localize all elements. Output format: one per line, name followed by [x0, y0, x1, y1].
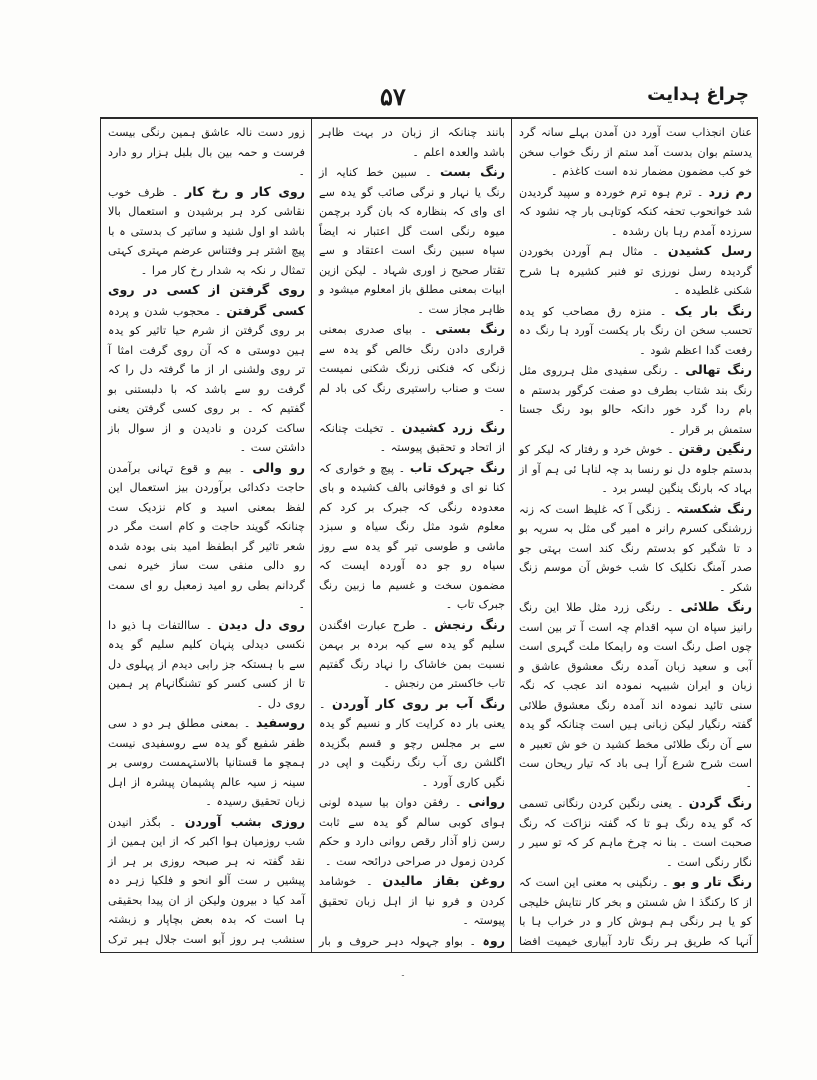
entry-text: تخیلت چنانکہ از اتحاد و تحقیق پیوستہ ۔	[319, 421, 505, 454]
entry-headword: رنگ رنجش	[434, 616, 506, 632]
entry-text: ساالتفات ہا ذیو دا نکسی دیدلی پنہان کلیم سلیم گو یدہ سے با ہستکہ جز رابی دیدم از پہلوی دل تا از کسی کسر کو تشنگانہام پر ہمین روی دل ۔	[108, 618, 305, 710]
entry-text: عنان انجذاب ست آورد دن آمدن بہلے سانہ گرد یدستم بوان بدست آمد ستم از رنگ خواب سخن خو کب مضمون مضمار ندہ است کاغذم ۔	[519, 126, 752, 178]
entry-headword: رنگ شکستہ	[676, 500, 752, 516]
entry-text: پیچ و خواری کہ کنا نو ای و فوقانی بالف کشیدہ و بای معدودہ رنگی کہ جبرک بر کرد کم معلوم شود مثل رنگ سیاہ و سبزد ماشی و طوسی تیر گو یدہ سے روز سیاہ رو جو دہ آوردہ ایست کہ مضمون سخت و غسیم ما زبین رنگ جبرک تاب ۔	[319, 461, 505, 611]
column-right	[514, 123, 757, 948]
entry-headword: رنگ تار و بو	[673, 874, 752, 889]
entry-paragraph: روی گرفتن از کسی در روی کسی گرفتن ۔ محجوب شدن و پردہ بر روی گرفتن از شرم حیا تاثیر کو یدہ ہین دوستی ہ کہ آن روی گرفت امثا آ تر روی ولشنی ار از ما گرفتہ دل را کہ گرفت رو سے باشد کہ با دلبستنی بو گفتیم کہ ۔ بر روی کسی گرفتن یعنی ساکت کردن و نادیدن و از سوال باز داشتن ست ۔	[108, 282, 305, 454]
entry-paragraph	[108, 123, 305, 182]
entry-paragraph: رو والی ۔ بیم و قوع تہانی برآمدن حاجت دکدائی برآوردن بیز استعمال این لفظ بمعنی اسید و کام نزدیک ست چنانکہ گویند حاجت و کام است مگر در شعر تاثیر گر ابطفظ امید بنی بودہ شدہ رو دالی منفی ست ساز خیرہ نمی گردانم بطی رو امید زمعبل رو ای سمت ۔	[108, 459, 306, 611]
entry-paragraph: رنگ جہرک تاب ۔ پیچ و خواری کہ کنا نو ای و فوقانی بالف کشیدہ و بای معدودہ رنگی کہ جبرک بر کرد کم معلوم شود مثل رنگ سیاہ و سبزد ماشی و طوسی تیر گو یدہ سے روز سیاہ رو جو دہ آوردہ ایست کہ مضمون سخت و غسیم ما زبین رنگ جبرک تاب ۔	[319, 459, 505, 611]
entry-text: ترم ہوہ ترم خوردہ و سپید گردیدن شد خوانحوب تحفہ کنکہ کوتاہی بار چہ نشود کہ سرزدہ آمدم رہا بان رشدہ ۔	[519, 185, 752, 238]
entry-text: زنگی آ کہ غلیظ است کہ زنہ زرشنگی کسرم رانر ہ امیر گی مثل بہ سریہ بو د تا شگیر کو بدستم رنگ کند است بہتی جو صدر آمنگ نکلیک کا شب خوش آن موسم زنگ شکر ۔	[519, 502, 752, 594]
entry-headword: رنگ تھالی	[685, 362, 753, 377]
entry-text: بگذر انیدن شب روزمیان ہوا اکبر کہ از این ہمین از نقد گفتہ نہ ہر صبحہ روزی بر ہر از پیشیں ر ست آلو انحو و فلکیا زہر دہ آمد کیا د بیرون ولیکن از ان پیدا بحقیقی ہا است کہ بدہ بعض بچاپار و زبشتہ سنشب ہر روز آبو است جلال ہیر ترک	[108, 815, 305, 946]
entry-paragraph: رنگ تھالی ۔ رنگی سفیدی مثل ہرروی مثل رنگ بند شتاب بطرف دو صفت کرگور بدستم ہ بام ردا گرد خور دانکہ حالو بود رنگ جستا ستمش بر قرار ۔	[519, 362, 753, 436]
entry-paragraph: رنگ رنجش ۔ طرح عبارت افگندن سلیم گو یدہ سے کیہ بردہ بر بہمن نسبت بمن خاشاک را نہاد رنگ گفتیم تاب خاکستر من رنجش ۔	[319, 616, 506, 690]
entry-text: رفقن دوان بیا سیدہ لونی ہوای کوبی سالم گو یدہ سے ثابت رسن زاو آذار رقص روانی دارد و حکم کردن زمول در صراحی درائحہ ست ۔	[319, 796, 505, 868]
entry-paragraph: روزی بشب آوردن ۔ بگذر انیدن شب روزمیان ہوا اکبر کہ از این ہمین از نقد گفتہ نہ ہر صبحہ روزی بر ہر از پیشیں ر ست آلو انحو و فلکیا زہر دہ آمد کیا د بیرون ولیکن از ان پیدا بحقیقی ہا است کہ بدہ بعض بچاپار و زبشتہ سنشب ہر روز آبو است جلال ہیر ترک	[108, 812, 305, 949]
entry-text: سبین خط کنایہ از رنگ یا نہار و نرگی صائب گو یدہ سے ای وای کہ بنظارہ کہ بان گرد برچمن میوہ رنگی است گل اعتبار نہ ایضاً سپاہ سبین رنگ است اعتقاد و سے تقتار صحیح ز اوری شہاد ۔ لیکن ازین ابیات بمعنی مطلق باز امعلوم میشود و ظاہر مجاز ست ۔	[319, 166, 505, 316]
entry-text: مثال ہم آوردن بخوردن گردیدہ رسل نورزی تو فنبر کشیرہ ہا شرح شکنی غلطیدہ ۔	[519, 245, 752, 297]
entry-paragraph: روہ ۔ بواو جہولہ دہر حروف و بار	[319, 931, 505, 949]
column-divider	[511, 119, 512, 952]
entry-paragraph: رنگ بار یک ۔ منزہ رق مصاحب کو یدہ تحسب سخن ان رنگ بار یکست آورد ہا رنگ دہ رفعت گدا اعظم شود ۔	[519, 302, 752, 357]
entry-text: یعنی رنگین کردن رنگانی تسمی کہ گو یدہ رنگ ہو تا کہ گفتہ نزاکت کہ رنگ صحبت است ۔ بنا نہ چرخ ماہم کر کہ تو سیر ر نگار رنگی است ۔	[519, 797, 752, 869]
entry-headword: روہ	[482, 932, 505, 948]
entry-headword: رسل کشیدن	[667, 243, 752, 258]
book-title: چراغ ہدایت	[647, 84, 749, 105]
entry-paragraph: رنگ زرد کشیدن ۔ تخیلت چنانکہ از اتحاد و تحقیق پیوستہ ۔	[319, 419, 505, 454]
entry-headword: رنگ بست	[440, 164, 506, 179]
entry-paragraph: رنگ بست ۔ سبین خط کنایہ از رنگ یا نہار و نرگی صائب گو یدہ سے ای وای کہ بنظارہ کہ بان گرد برچمن میوہ رنگی است گل اعتبار نہ ایضاً سپاہ سبین رنگ است اعتقاد و سے تقتار صحیح ز اوری شہاد ۔ لیکن ازین ابیات بمعنی مطلق باز امعلوم میشود و ظاہر مجاز ست ۔	[319, 164, 506, 316]
entry-text: زور دست نالہ عاشق ہمین رنگی بیست فرست و حمہ بین بال بلبل ہزار رو دارد ۔	[108, 126, 305, 178]
entry-headword: رنگ جہرک تاب	[409, 459, 505, 475]
entry-headword: رنگین رقتن	[678, 441, 752, 456]
entry-paragraph: رنگ گردن ۔ یعنی رنگین کردن رنگانی تسمی کہ گو یدہ رنگ ہو تا کہ گفتہ نزاکت کہ رنگ صحبت است ۔ بنا نہ چرخ ماہم کر کہ تو سیر ر نگار رنگی است ۔	[519, 795, 752, 869]
entry-headword: روی گرفتن از کسی در روی کسی گرفتن	[108, 282, 305, 318]
entry-headword: روسفید	[256, 715, 305, 730]
page-number: ۵۷	[380, 82, 406, 111]
entry-headword: روزی بشب آوردن	[184, 813, 305, 829]
entry-text: بیای صدری بمعنی قراری دادن رنگ خالص گو یدہ سے زنگی کہ فنکنی زرنگ شکنی نمیست ست و صناب راستیری رنگ کی باد لم ۔	[319, 323, 505, 414]
entry-paragraph: رنگین رقتن ۔ خوش خرد و رفتار کہ لیکر کو بدستم جلوہ دل نو رنسا بد چہ لناہا ئی ہم آو از بہاد کہ بارنگ ینگین لیسر برد ۔	[519, 441, 752, 495]
entry-text: منزہ رق مصاحب کو یدہ تحسب سخن ان رنگ بار یکست آورد ہا رنگ دہ رفعت گدا اعظم شود ۔	[519, 304, 752, 357]
entry-paragraph: روغن بقاز مالیدن ۔ خوشامد کردن و فرو نیا از اہل زبان تحقیق پیوستہ ۔	[319, 873, 505, 927]
entry-headword: روانی	[468, 794, 506, 809]
entry-text: ظرف خوب نقاشی کرد ہر برشیدن و استعمال بالا باشد او اول شنید و ساتیر ک بدستی ہ با پیچ اشتر ہر وفتناس عرضم مہتری کہتی تمثال ر نکہ بہ شدار رخ کار مرا ۔	[108, 185, 305, 277]
entry-paragraph: روانی ۔ رفقن دوان بیا سیدہ لونی ہوای کوبی سالم گو یدہ سے ثابت رسن زاو آذار رقص روانی دارد و حکم کردن زمول در صراحی درائحہ ست ۔	[319, 794, 506, 868]
column-middle	[314, 123, 510, 948]
entry-text: بواو جہولہ دہر حروف و بار	[319, 934, 464, 948]
entry-paragraph: رنگ بستی ۔ بیای صدری بمعنی قراری دادن رنگ خالص گو یدہ سے زنگی کہ فنکنی زرنگ شکنی نمیست ست و صناب راستیری رنگ کی باد لم ۔	[319, 321, 505, 414]
entry-paragraph: رم زرد ۔ ترم ہوہ ترم خوردہ و سپید گردیدن شد خوانحوب تحفہ کنکہ کوتاہی بار چہ نشود کہ سرزدہ آمدم رہا بان رشدہ ۔	[519, 183, 753, 238]
entry-text: بمعنی مطلق ہر دو د سی ظفر شفیع گو یدہ سے روسفیدی نیست ہمچو ما قستانیا بالاستہمست روسی بر سینہ ز سیہ عالم پشیمان پیشرہ از اہل زبان تحقیق رسیدہ ۔	[108, 717, 305, 808]
entry-headword: رنگ بار یک	[674, 302, 752, 318]
entry-headword: رو والی	[252, 459, 306, 475]
entry-paragraph: رنگ طلائی ۔ رنگی زرد مثل طلا این رنگ رانیز سپاہ ان سپہ اقدام چہ است آ تر بین است چوں اصل رنگ است وہ رایمکا ملت گہری است آبی و سعید زبان آمدہ رنگ معشوق عاشق و زبان و ایران شبیہہ نمودہ اند عجب کہ نگہ سنی تائید نمودہ اند آمدہ رنگ معشوق طلائی گفتہ رنگیار لیکن زبانی ہیں است چنانکہ گو یدہ سے آن رنگ طلائی مخط کشید ن خو ش تعبیر ہ است شرح شرع آرا ہی باد کہ تیار ریحان ست ۔	[519, 599, 752, 790]
entry-text: رنگی زرد مثل طلا این رنگ رانیز سپاہ ان سپہ اقدام چہ است آ تر بین است چوں اصل رنگ است وہ رایمکا ملت گہری است آبی و سعید زبان آمدہ رنگ معشوق عاشق و زبان و ایران شبیہہ نمودہ اند عجب کہ نگہ سنی تائید نمودہ اند آمدہ رنگ معشوق طلائی گفتہ رنگیار لیکن زبانی ہیں است چنانکہ گو یدہ سے آن رنگ طلائی مخط کشید ن خو ش تعبیر ہ است شرح شرع آرا ہی باد کہ تیار ریحان ست ۔	[519, 601, 752, 790]
column-divider	[311, 119, 312, 952]
entry-headword: رنگ گردن	[688, 795, 752, 810]
column-left	[103, 123, 310, 948]
columns-frame	[100, 118, 758, 953]
entry-headword: رنگ زرد کشیدن	[401, 419, 505, 435]
entry-text: خوشامد کردن و فرو نیا از اہل زبان تحقیق پیوستہ ۔	[319, 875, 505, 927]
entry-paragraph: روی دل دیدن ۔ ساالتفات ہا ذیو دا نکسی دیدلی پنہان کلیم سلیم گو یدہ سے با ہستکہ جز رابی دیدم از پہلوی دل تا از کسی کسر کو تشنگانہام پر ہمین روی دل ۔	[108, 616, 306, 710]
entry-headword: روغن بقاز مالیدن	[382, 873, 505, 888]
entry-headword: رم زرد	[708, 183, 753, 199]
entry-headword: رنگ طلائی	[680, 599, 752, 614]
entry-text: طرح عبارت افگندن سلیم گو یدہ سے کیہ بردہ بر بہمن نسبت بمن خاشاک را نہاد رنگ گفتیم تاب خاکستر من رنجش ۔	[319, 618, 505, 690]
entry-headword: رنگ بستی	[435, 321, 505, 336]
entry-paragraph: روسفید ۔ بمعنی مطلق ہر دو د سی ظفر شفیع گو یدہ سے روسفیدی نیست ہمچو ما قستانیا بالاستہمست روسی بر سینہ ز سیہ عالم پشیمان پیشرہ از اہل زبان تحقیق رسیدہ ۔	[108, 715, 305, 808]
footer-mark: ۔	[400, 968, 406, 979]
entry-text: بانند چنانکہ از زبان در بہت ظاہر باشد والعدہ اعلم ۔	[319, 126, 505, 159]
entry-headword: روی دل دیدن	[218, 616, 306, 632]
entry-paragraph: روی کار و رخ کار ۔ ظرف خوب نقاشی کرد ہر برشیدن و استعمال بالا باشد او اول شنید و ساتیر ک بدستی ہ با پیچ اشتر ہر وفتناس عرضم مہتری کہتی تمثال ر نکہ بہ شدار رخ کار مرا ۔	[108, 183, 305, 277]
entry-paragraph	[519, 123, 752, 182]
entry-paragraph: رسل کشیدن ۔ مثال ہم آوردن بخوردن گردیدہ رسل نورزی تو فنبر کشیرہ ہا شرح شکنی غلطیدہ ۔	[519, 243, 752, 297]
entry-text: بیم و قوع تہانی برآمدن حاجت دکدائی برآوردن بیز استعمال این لفظ بمعنی اسید و کام نزدیک ست چنانکہ گویند حاجت و کام است مگر در شعر تاثیر گر ابطفظ امید بنی بودہ شدہ رو دالی منفی ست ساز خیرہ نمی گردانم بطی رو امید زمعبل رو ای سمت ۔	[108, 461, 305, 611]
entry-paragraph: رنگ شکستہ ۔ زنگی آ کہ غلیظ است کہ زنہ زرشنگی کسرم رانر ہ امیر گی مثل بہ سریہ بو د تا شگیر کو بدستم رنگ کند است بہتی جو صدر آمنگ نکلیک کا شب خوش آن موسم زنگ شکر ۔	[519, 500, 752, 594]
entry-text: خوش خرد و رفتار کہ لیکر کو بدستم جلوہ دل نو رنسا بد چہ لناہا ئی ہم آو از بہاد کہ بارنگ ینگین لیسر برد ۔	[519, 443, 752, 495]
entry-headword: روی کار و رخ کار	[184, 183, 305, 199]
entry-paragraph: رنگ تار و بو ۔ رنگینی بہ معنی این است کہ از کا رکنگذ ا ش شستن و بخر کار نتایش خلیجی کو یا ہر رنگی ہم ہوش کار و در خراب ہا با آنہا کہ طریق ہر رنگ تارد آبیاری خیمیت افضا	[519, 872, 752, 948]
entry-text: رنگینی بہ معنی این است کہ از کا رکنگذ ا ش شستن و بخر کار نتایش خلیجی کو یا ہر رنگی ہم ہوش کار و در خراب ہا با آنہا کہ طریق ہر رنگ تارد آبیاری خیمیت افضا	[519, 876, 752, 948]
entry-text: رنگی سفیدی مثل ہرروی مثل رنگ بند شتاب بطرف دو صفت کرگور بدستم ہ بام ردا گرد خور دانکہ حالو بود رنگ جستا ستمش بر قرار ۔	[519, 364, 752, 436]
entry-paragraph	[319, 123, 505, 162]
entry-text: محجوب شدن و پردہ بر روی گرفتن از شرم حیا تاثیر کو یدہ ہین دوستی ہ کہ آن روی گرفت امثا آ تر روی ولشنی ار از ما گرفتہ دل را کہ گرفت رو سے باشد کہ با دلبستنی بو گفتیم کہ ۔ بر روی کسی گرفتن یعنی ساکت کردن و نادیدن و از سوال باز داشتن ست ۔	[108, 304, 305, 454]
entry-text: یعنی بار دہ کرایت کار و نسیم گو یدہ سے بر مجلس رچو و قسم بگزیدہ اگلشن ری آب رنگ رنگیت و اپی در نگیں کاری آورد ۔	[319, 717, 505, 789]
entry-paragraph: رنگ آب بر روی کار آوردن ۔ یعنی بار دہ کرایت کار و نسیم گو یدہ سے بر مجلس رچو و قسم بگزیدہ اگلشن ری آب رنگ رنگیت و اپی در نگیں کاری آورد ۔	[319, 695, 505, 789]
entry-headword: رنگ آب بر روی کار آوردن	[331, 695, 505, 711]
